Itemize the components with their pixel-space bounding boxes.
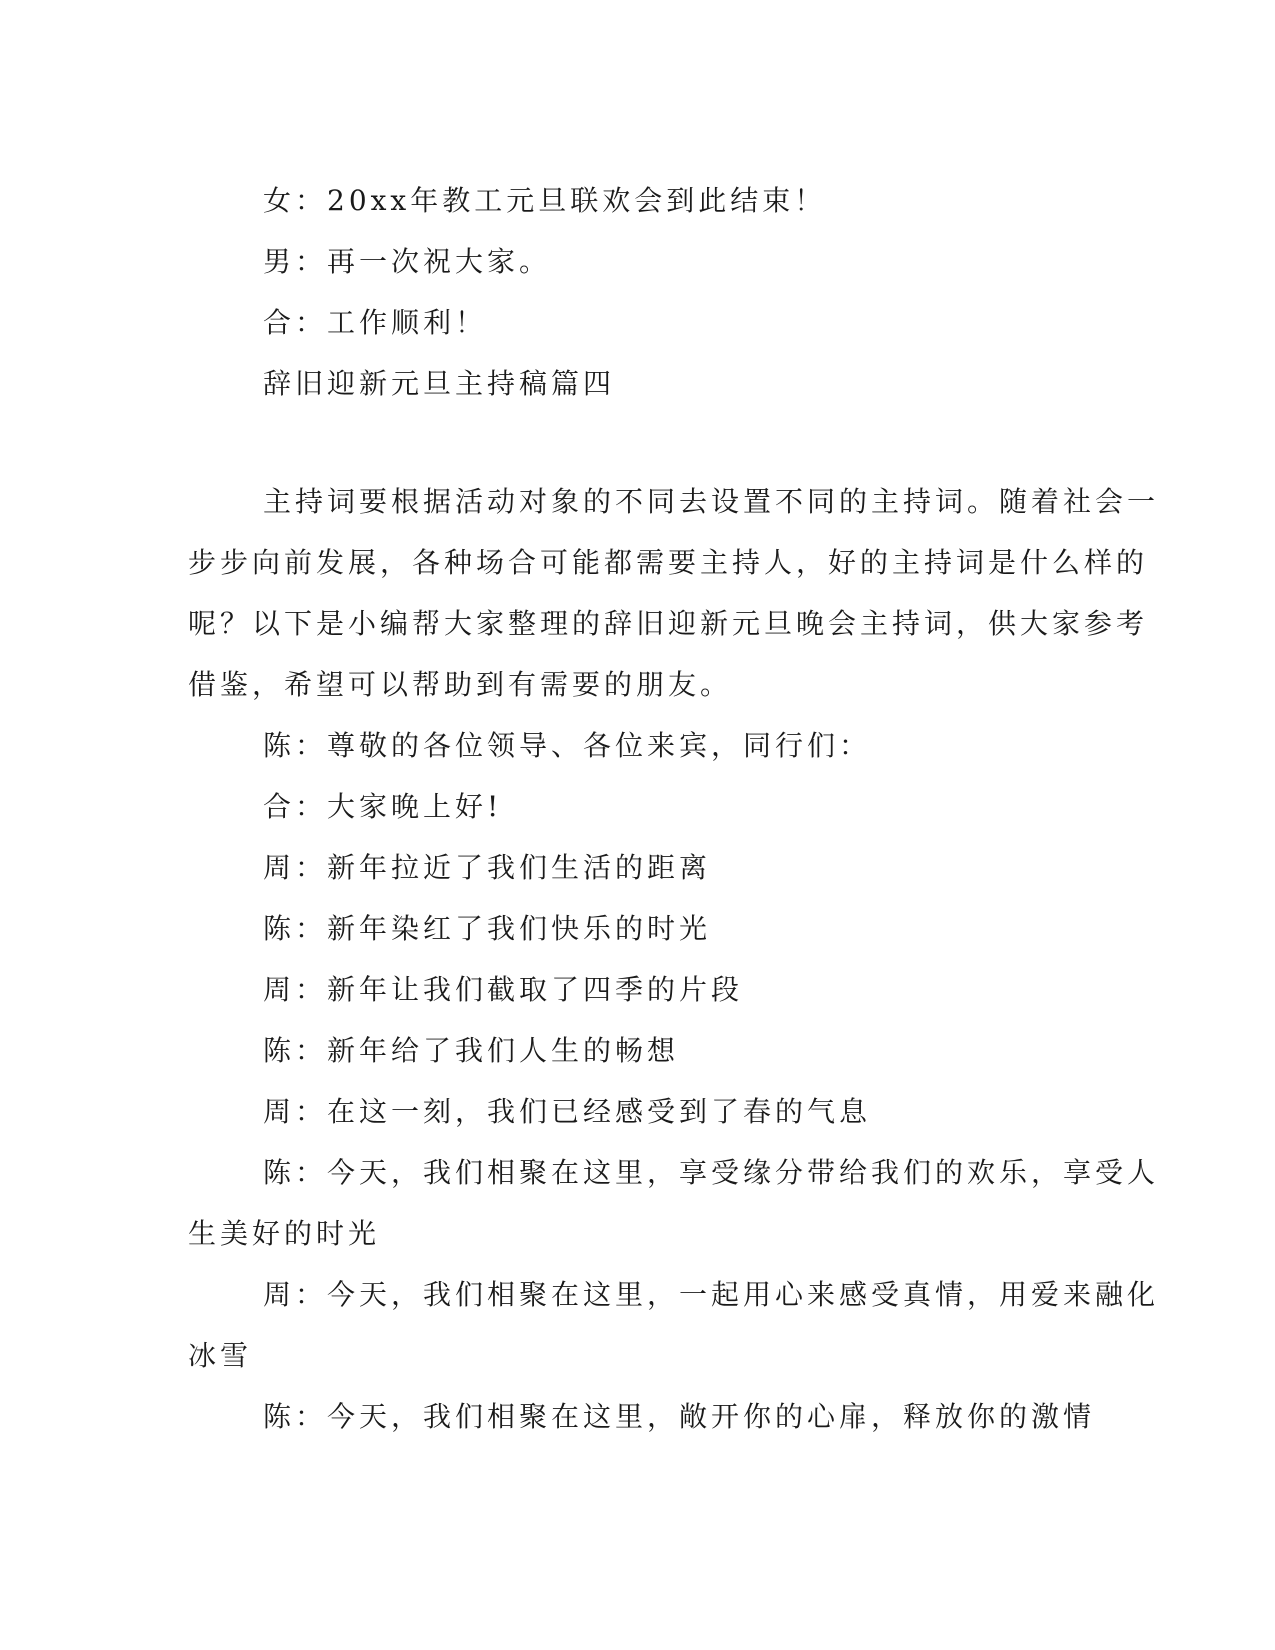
paragraph-line: 呢？以下是小编帮大家整理的辞旧迎新元旦晚会主持词，供大家参考 [188, 607, 1149, 640]
paragraph-line: 借鉴，希望可以帮助到有需要的朋友。 [188, 668, 733, 701]
dialogue-line: 陈：新年给了我们人生的畅想 [263, 1034, 680, 1067]
dialogue-line: 周：新年拉近了我们生活的距离 [263, 851, 712, 884]
dialogue-line: 男：再一次祝大家。 [263, 245, 552, 278]
dialogue-line: 陈：尊敬的各位领导、各位来宾，同行们： [263, 729, 872, 762]
dialogue-line-continued: 生美好的时光 [188, 1217, 381, 1250]
dialogue-line: 合：大家晚上好! [263, 790, 503, 823]
document-body [188, 170, 1160, 1447]
paragraph-line: 步步向前发展，各种场合可能都需要主持人，好的主持词是什么样的 [188, 546, 1149, 579]
dialogue-line: 陈：今天，我们相聚在这里，敞开你的心扉，释放你的激情 [263, 1400, 1096, 1433]
dialogue-line-continued: 冰雪 [188, 1339, 253, 1372]
dialogue-line: 女：20xx年教工元旦联欢会到此结束！ [263, 184, 827, 217]
dialogue-line: 陈：今天，我们相聚在这里，享受缘分带给我们的欢乐，享受人 [263, 1156, 1160, 1189]
dialogue-line: 陈：新年染红了我们快乐的时光 [263, 912, 712, 945]
dialogue-line: 周：今天，我们相聚在这里，一起用心来感受真情，用爱来融化 [263, 1278, 1160, 1311]
paragraph-line: 主持词要根据活动对象的不同去设置不同的主持词。随着社会一 [263, 485, 1160, 518]
dialogue-line: 周：在这一刻，我们已经感受到了春的气息 [263, 1095, 872, 1128]
dialogue-line: 周：新年让我们截取了四季的片段 [263, 973, 744, 1006]
spacer [188, 414, 1078, 471]
dialogue-line: 合：工作顺利！ [263, 306, 488, 339]
section-heading: 辞旧迎新元旦主持稿篇四 [263, 367, 616, 400]
